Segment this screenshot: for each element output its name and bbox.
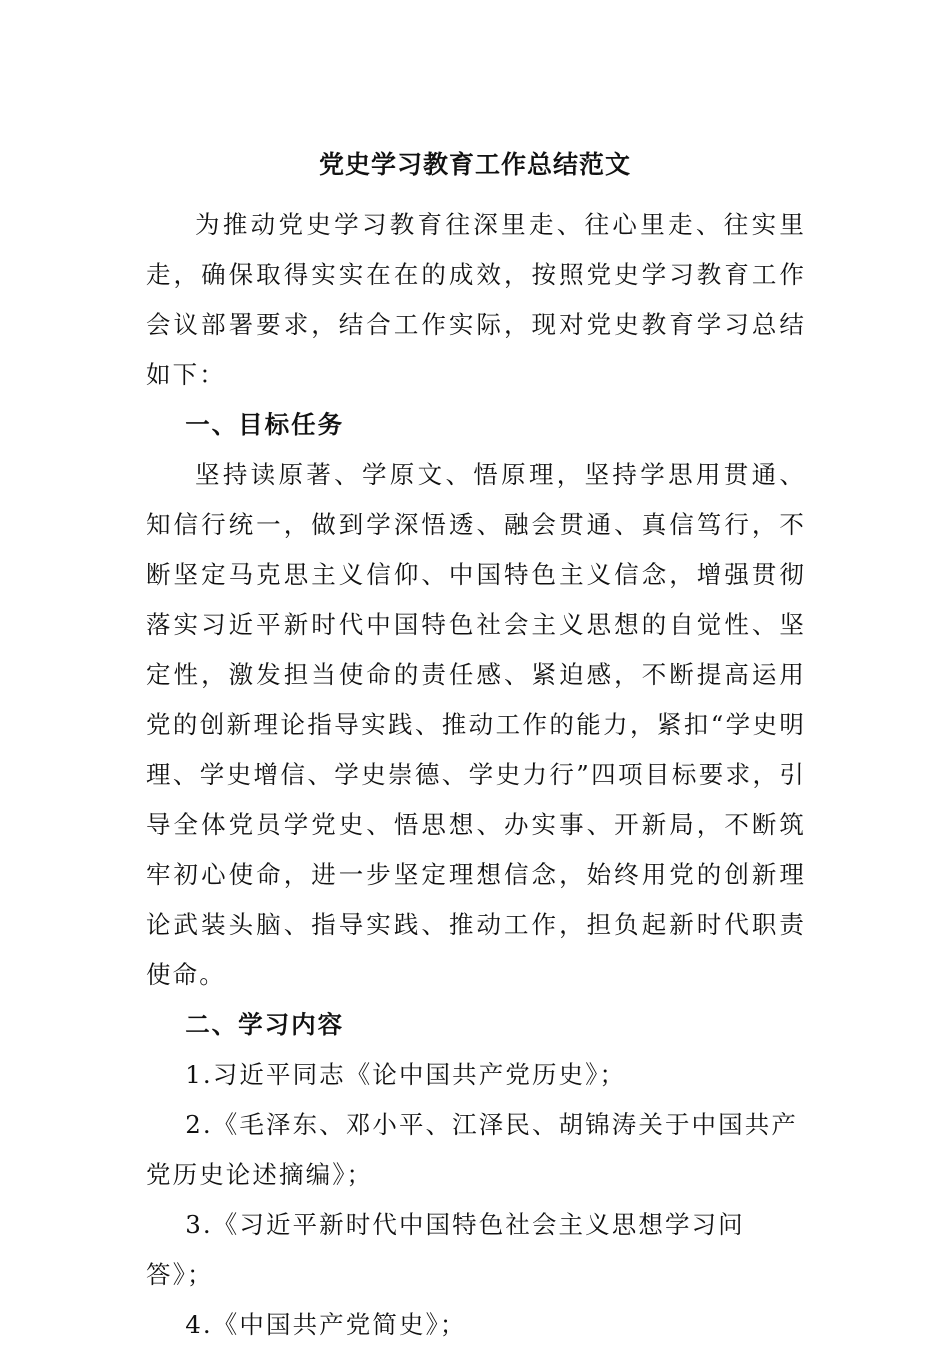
content-list-item: 3.《习近平新时代中国特色社会主义思想学习问答》； xyxy=(146,1210,745,1289)
goals-paragraph: 坚持读原著、学原文、悟原理，坚持学思用贯通、知信行统一，做到学深悟透、融会贯通、真信笃行，不断坚定马克思主义信仰、中国特色主义信念，增强贯彻落实习近平新时代中国特色社会主义思想的自觉性、坚定性，激发担当使命的责任感、紧迫感，不断提高运用党的创新理论指导实践、推动工作的能力，紧扣“学史明理、学史增信、学史崇德、学史力行”四项目标要求，引导全体党员学党史、悟思想、办实事、开新局，不断筑牢初心使命，进一步坚定理想信念，始终用党的创新理论武装头脑、指导实践、推动工作，担负起新时代职责使命。 xyxy=(146,460,806,989)
intro-paragraph: 为推动党史学习教育往深里走、往心里走、往实里走，确保取得实实在在的成效，按照党史学习教育工作会议部署要求，结合工作实际，现对党史教育学习总结如下： xyxy=(146,210,806,389)
document-title: 党史学习教育工作总结范文 xyxy=(318,150,631,179)
section-heading-goals: 一、目标任务 xyxy=(185,410,345,439)
content-list-item: 1.习近平同志《论中国共产党历史》； xyxy=(185,1060,627,1089)
section-heading-content: 二、学习内容 xyxy=(185,1010,345,1039)
content-list-item: 4.《中国共产党简史》； xyxy=(185,1310,467,1339)
document-body xyxy=(146,200,806,1350)
content-list-item: 2.《毛泽东、邓小平、江泽民、胡锦涛关于中国共产党历史论述摘编》； xyxy=(146,1110,798,1189)
